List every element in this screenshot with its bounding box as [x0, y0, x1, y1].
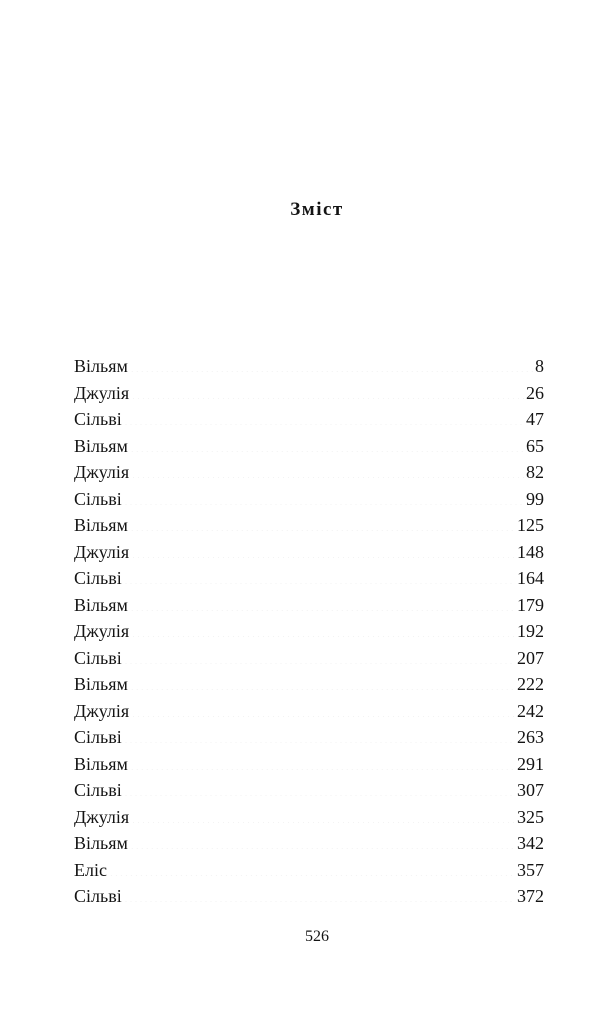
toc-entry-page: 207 — [517, 647, 544, 668]
toc-entry-page: 342 — [517, 833, 544, 853]
toc-entry-title: Джулія — [74, 382, 130, 403]
toc-entry-page: 148 — [517, 541, 544, 562]
toc-entry — [74, 883, 544, 910]
dot-leader — [130, 610, 515, 611]
toc-entry — [74, 724, 544, 751]
toc-entry — [74, 512, 544, 539]
toc-entry-title: Джулія — [74, 621, 130, 641]
toc-entry-page: 99 — [526, 488, 544, 509]
toc-entry-page: 179 — [517, 594, 544, 615]
dot-leader — [131, 716, 515, 717]
toc-entry-title: Вільям — [74, 674, 128, 694]
toc-entry-title: Джулія — [74, 700, 130, 721]
toc-entry-title: Джулія — [74, 541, 130, 562]
toc-entry-page: 192 — [517, 621, 544, 641]
page-title: Зміст — [290, 199, 344, 220]
dot-leader — [131, 557, 515, 558]
toc-entry-page: 82 — [526, 462, 544, 482]
toc-entry-page: 26 — [526, 382, 544, 403]
toc-entry — [74, 698, 544, 725]
dot-leader — [130, 530, 515, 531]
toc-entry — [74, 592, 544, 619]
toc-entry — [74, 671, 544, 698]
toc-entry — [74, 804, 544, 831]
toc-entry-title: Вільям — [74, 753, 128, 774]
toc-entry — [74, 380, 544, 407]
dot-leader — [124, 663, 515, 664]
toc-entry-title: Вільям — [74, 515, 128, 535]
toc-entry — [74, 459, 544, 486]
dot-leader — [131, 398, 524, 399]
dot-leader — [130, 371, 533, 372]
toc-entry — [74, 645, 544, 672]
toc-entry-page: 357 — [517, 859, 544, 880]
toc-entry-title: Еліс — [74, 859, 107, 880]
dot-leader — [109, 875, 515, 876]
dot-leader — [124, 424, 524, 425]
toc-entry — [74, 857, 544, 884]
toc-entry — [74, 777, 544, 804]
toc-entry — [74, 751, 544, 778]
toc-entry-title: Вільям — [74, 435, 128, 456]
toc-entry-title: Вільям — [74, 833, 128, 853]
toc-entry-title: Сільві — [74, 727, 122, 747]
toc-entry-title: Джулія — [74, 462, 130, 482]
toc-entry-page: 65 — [526, 435, 544, 456]
toc-entry-title: Сільві — [74, 647, 122, 668]
toc-entry-title: Сільві — [74, 780, 122, 800]
dot-leader — [130, 451, 524, 452]
dot-leader — [124, 504, 524, 505]
dot-leader — [130, 689, 515, 690]
toc-entry-title: Сільві — [74, 568, 122, 588]
toc-entry-page: 263 — [517, 727, 544, 747]
table-of-contents — [74, 353, 544, 910]
toc-entry — [74, 486, 544, 513]
toc-entry-page: 47 — [526, 409, 544, 429]
toc-entry-page: 164 — [517, 568, 544, 588]
dot-leader — [124, 742, 515, 743]
dot-leader — [124, 795, 515, 796]
toc-entry — [74, 406, 544, 433]
dot-leader — [130, 848, 515, 849]
toc-entry — [74, 353, 544, 380]
dot-leader — [124, 583, 515, 584]
toc-entry-page: 222 — [517, 674, 544, 694]
toc-entry — [74, 618, 544, 645]
toc-entry-title: Сільві — [74, 409, 122, 429]
toc-entry-title: Сільві — [74, 488, 122, 509]
dot-leader — [130, 769, 515, 770]
toc-entry-title: Сільві — [74, 886, 122, 906]
toc-entry-page: 325 — [517, 806, 544, 827]
toc-entry-page: 291 — [517, 753, 544, 774]
toc-entry-page: 372 — [517, 886, 544, 906]
dot-leader — [124, 901, 515, 902]
toc-entry — [74, 433, 544, 460]
toc-entry-page: 307 — [517, 780, 544, 800]
dot-leader — [131, 477, 524, 478]
toc-entry — [74, 830, 544, 857]
toc-entry-page: 8 — [535, 356, 544, 376]
dot-leader — [131, 822, 515, 823]
toc-entry-title: Вільям — [74, 594, 128, 615]
toc-entry — [74, 539, 544, 566]
toc-entry — [74, 565, 544, 592]
page-number: 526 — [305, 928, 329, 945]
toc-entry-page: 242 — [517, 700, 544, 721]
toc-entry-title: Вільям — [74, 356, 128, 376]
toc-entry-title: Джулія — [74, 806, 130, 827]
toc-entry-page: 125 — [517, 515, 544, 535]
dot-leader — [131, 636, 515, 637]
